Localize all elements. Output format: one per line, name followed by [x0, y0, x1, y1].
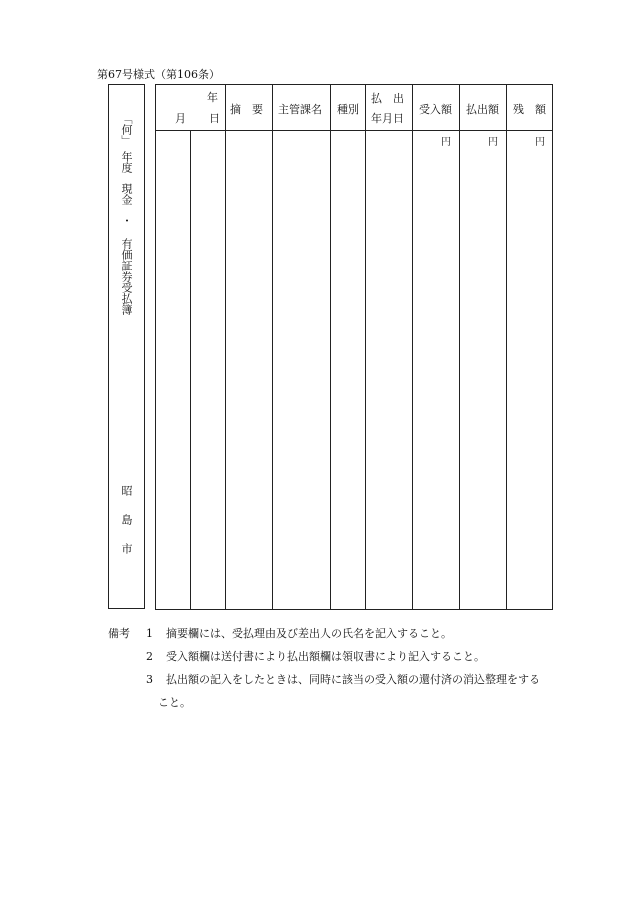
received-unit-label: 円: [441, 137, 451, 148]
note-item: [108, 668, 588, 691]
balance-unit-label: 円: [535, 137, 545, 148]
header-summary: 摘 要: [230, 103, 263, 116]
paid-unit-label: 円: [488, 137, 498, 148]
header-day: 日: [209, 112, 220, 125]
ledger-title-part2: 有価証券受払簿: [120, 238, 133, 315]
fiscal-year-bracket: 「何」: [120, 112, 133, 146]
ledger-outline: [156, 85, 553, 610]
note-item: [108, 645, 588, 668]
note-number: 3: [146, 673, 153, 686]
city-name: 昭島市: [120, 485, 133, 572]
note-number: 2: [146, 650, 153, 663]
note-text: 摘要欄には、受払理由及び差出人の氏名を記入すること。: [166, 627, 452, 640]
note-number: 1: [146, 627, 153, 640]
note-item-continuation: [108, 691, 588, 714]
fiscal-year-suffix: 年度: [120, 151, 133, 173]
note-text: 受入額欄は送付書により払出額欄は領収書により記入すること。: [166, 650, 485, 663]
form-title: 第67号様式（第106条）: [97, 68, 220, 81]
note-text: 払出額の記入をしたときは、同時に該当の受入額の還付済の消込整理をする: [166, 673, 540, 686]
note-item: [108, 622, 588, 645]
header-payout-date-line2: 年月日: [371, 112, 404, 125]
header-year: 年: [207, 91, 218, 104]
header-received-amount: 受入額: [419, 103, 452, 116]
ledger-separator: ・: [120, 215, 133, 226]
ledger-title-part1: 現金: [120, 183, 133, 205]
notes-label: 備考: [108, 627, 130, 640]
header-payout-date-line1: 払 出: [371, 92, 404, 105]
header-department: 主管課名: [278, 103, 322, 116]
notes-section: [108, 622, 588, 714]
header-category: 種別: [337, 103, 359, 116]
header-month: 月: [175, 112, 186, 125]
header-balance: 残 額: [513, 103, 546, 116]
note-text-continuation: こと。: [158, 696, 191, 709]
header-paid-amount: 払出額: [466, 103, 499, 116]
